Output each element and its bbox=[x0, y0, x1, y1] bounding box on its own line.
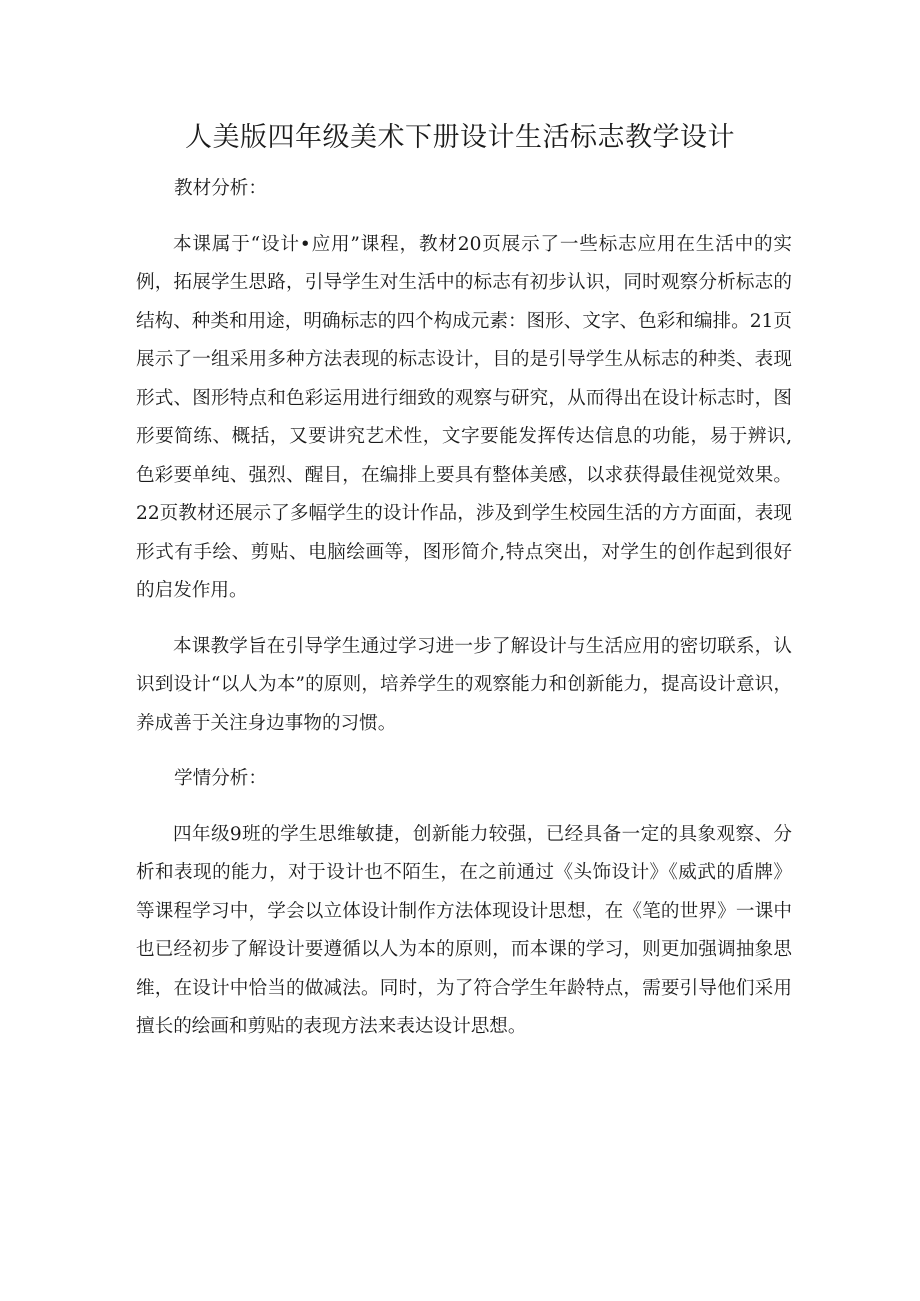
paragraph-spacer bbox=[136, 209, 792, 226]
paragraph-student-analysis: 四年级9班的学生思维敏捷，创新能力较强，已经具备一定的具象观察、分析和表现的能力，对于设计也不陌生，在之前通过《头饰设计》《威武的盾牌》等课程学习中，学会以立体设计制作方法体现设计思想，在《笔的世界》一课中也已经初步了解设计要遵循以人为本的原则，而本课的学习，则更加强调抽象思维，在设计中恰当的做减法。同时，为了符合学生年龄特点，需要引导他们采用擅长的绘画和剪贴的表现方法来表达设计思想。 bbox=[136, 823, 792, 1037]
paragraph-spacer bbox=[136, 799, 792, 816]
section-heading-student-analysis: 学情分析： bbox=[174, 768, 267, 789]
document-body bbox=[136, 170, 792, 1047]
paragraph-spacer bbox=[136, 611, 792, 628]
paragraph-teaching-purpose: 本课教学旨在引导学生通过学习进一步了解设计与生活应用的密切联系，认识到设计“以人为本”的原则，培养学生的观察能力和创新能力，提高设计意识，养成善于关注身边事物的习惯。 bbox=[136, 635, 792, 734]
section-heading-textbook-analysis: 教材分析： bbox=[174, 178, 267, 199]
paragraph-textbook-analysis: 本课属于“设计•应用”课程，教材20页展示了一些标志应用在生活中的实例，拓展学生思路，引导学生对生活中的标志有初步认识，同时观察分析标志的结构、种类和用途，明确标志的四个构成元素：图形、文字、色彩和编排。21页展示了一组采用多种方法表现的标志设计，目的是引导学生从标志的种类、表现形式、图形特点和色彩运用进行细致的观察与研究，从而得出在设计标志时，图形要简练、概括，又要讲究艺术性，文字要能发挥传达信息的功能，易于辨识,色彩要单纯、强烈、醒目，在编排上要具有整体美感，以求获得最佳视觉效果。22页教材还展示了多幅学生的设计作品，涉及到学生校园生活的方方面面，表现形式有手绘、剪贴、电脑绘画等，图形简介,特点突出，对学生的创作起到很好的启发作用。 bbox=[136, 233, 792, 601]
document-title: 人美版四年级美术下册设计生活标志教学设计 bbox=[185, 122, 735, 153]
paragraph-spacer bbox=[136, 743, 792, 760]
